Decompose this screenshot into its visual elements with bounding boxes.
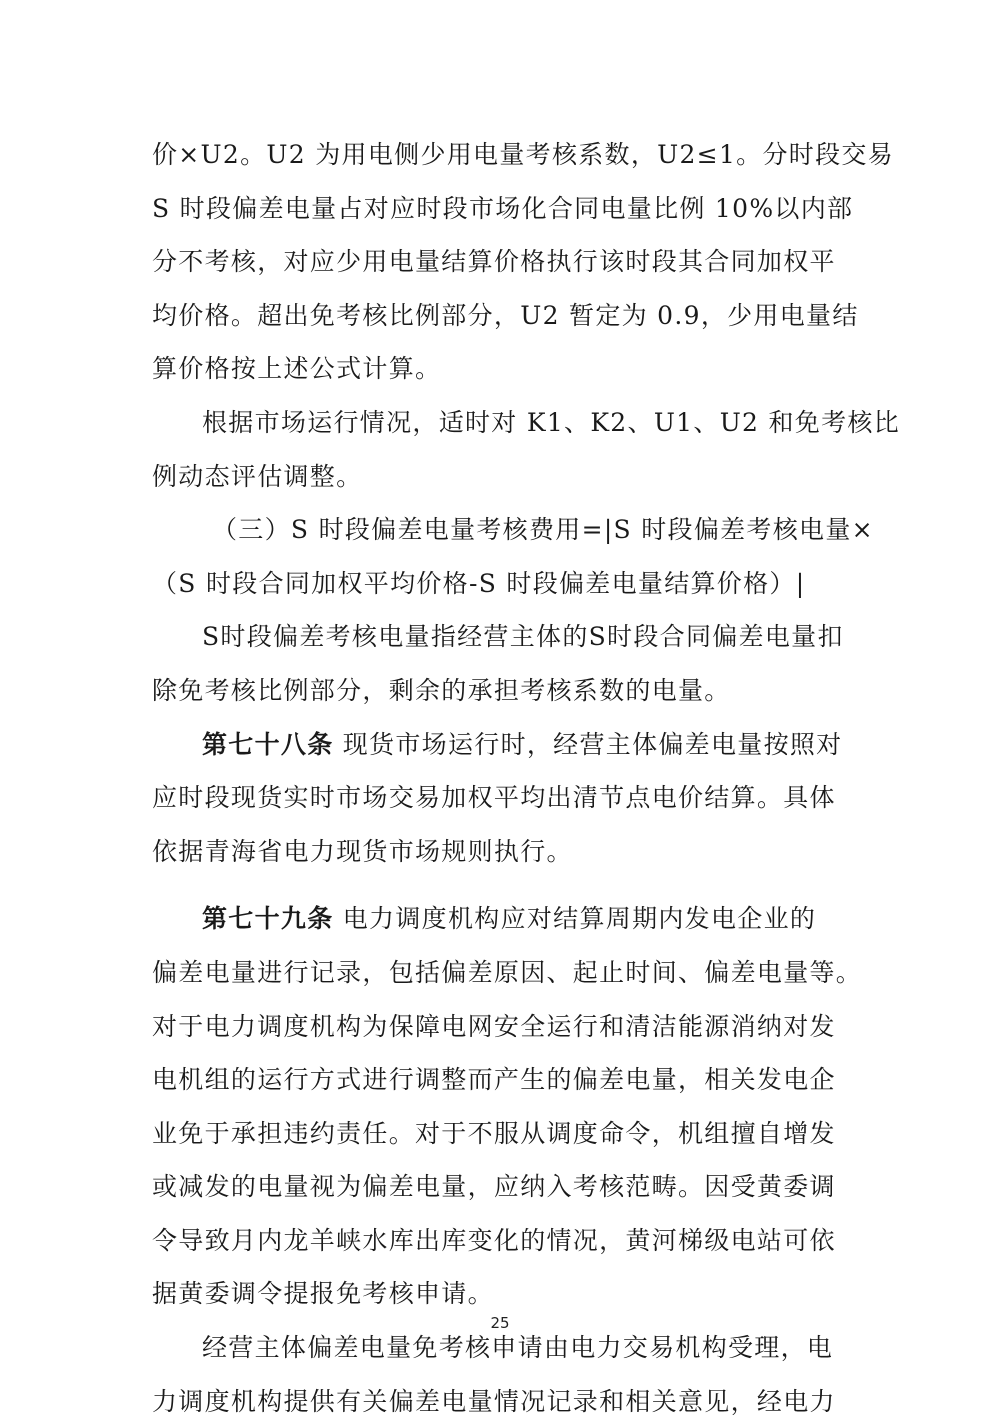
text-line: 分不考核，对应少用电量结算价格执行该时段其合同加权平 [152, 247, 836, 277]
text-line: 据黄委调令提报免考核申请。 [152, 1279, 494, 1309]
text-line: 依据青海省电力现货市场规则执行。 [152, 836, 573, 866]
text-line: 例动态评估调整。 [152, 461, 363, 491]
article-79-heading: 第七十九条 [202, 904, 334, 934]
text-line: 除免考核比例部分，剩余的承担考核系数的电量。 [152, 675, 731, 705]
text-line: 应时段现货实时市场交易加权平均出清节点电价结算。具体 [152, 783, 836, 813]
text-line: 或减发的电量视为偏差电量，应纳入考核范畴。因受黄委调 [152, 1172, 836, 1202]
text-line: 业免于承担违约责任。对于不服从调度命令，机组擅自增发 [152, 1118, 836, 1148]
text-line: （三）S 时段偏差电量考核费用=|S 时段偏差考核电量× [212, 515, 874, 545]
text-line: 偏差电量进行记录，包括偏差原因、起止时间、偏差电量等。 [152, 957, 863, 987]
page-number: 25 [490, 1314, 510, 1332]
text-line: S时段偏差考核电量指经营主体的S时段合同偏差电量扣 [202, 622, 844, 652]
text-line: 对于电力调度机构为保障电网安全运行和清洁能源消纳对发 [152, 1011, 836, 1041]
text-line: 力调度机构提供有关偏差电量情况记录和相关意见，经电力 [152, 1386, 836, 1416]
article-79-text: 电力调度机构应对结算周期内发电企业的 [333, 904, 817, 934]
text-line: 均价格。超出免考核比例部分，U2 暂定为 0.9，少用电量结 [152, 300, 859, 330]
text-line: 价×U2。U2 为用电侧少用电量考核系数，U2≤1。分时段交易 [152, 140, 894, 169]
text-line: 根据市场运行情况，适时对 K1、K2、U1、U2 和免考核比 [202, 407, 901, 437]
text-line: 令导致月内龙羊峡水库出库变化的情况，黄河梯级电站可依 [152, 1225, 836, 1255]
document-body [152, 128, 901, 1428]
article-78-text: 现货市场运行时，经营主体偏差电量按照对 [333, 729, 843, 759]
text-line: 算价格按上述公式计算。 [152, 354, 442, 384]
article-79-line [152, 892, 848, 946]
text-line: 经营主体偏差电量免考核申请由电力交易机构受理，电 [202, 1333, 834, 1363]
text-line: S 时段偏差电量占对应时段市场化合同电量比例 10%以内部 [152, 193, 854, 223]
article-78-line [152, 718, 848, 772]
text-line: （S 时段合同加权平均价格-S 时段偏差电量结算价格）| [152, 568, 806, 598]
text-line: 电机组的运行方式进行调整而产生的偏差电量，相关发电企 [152, 1065, 836, 1095]
article-78-heading: 第七十八条 [202, 729, 334, 759]
